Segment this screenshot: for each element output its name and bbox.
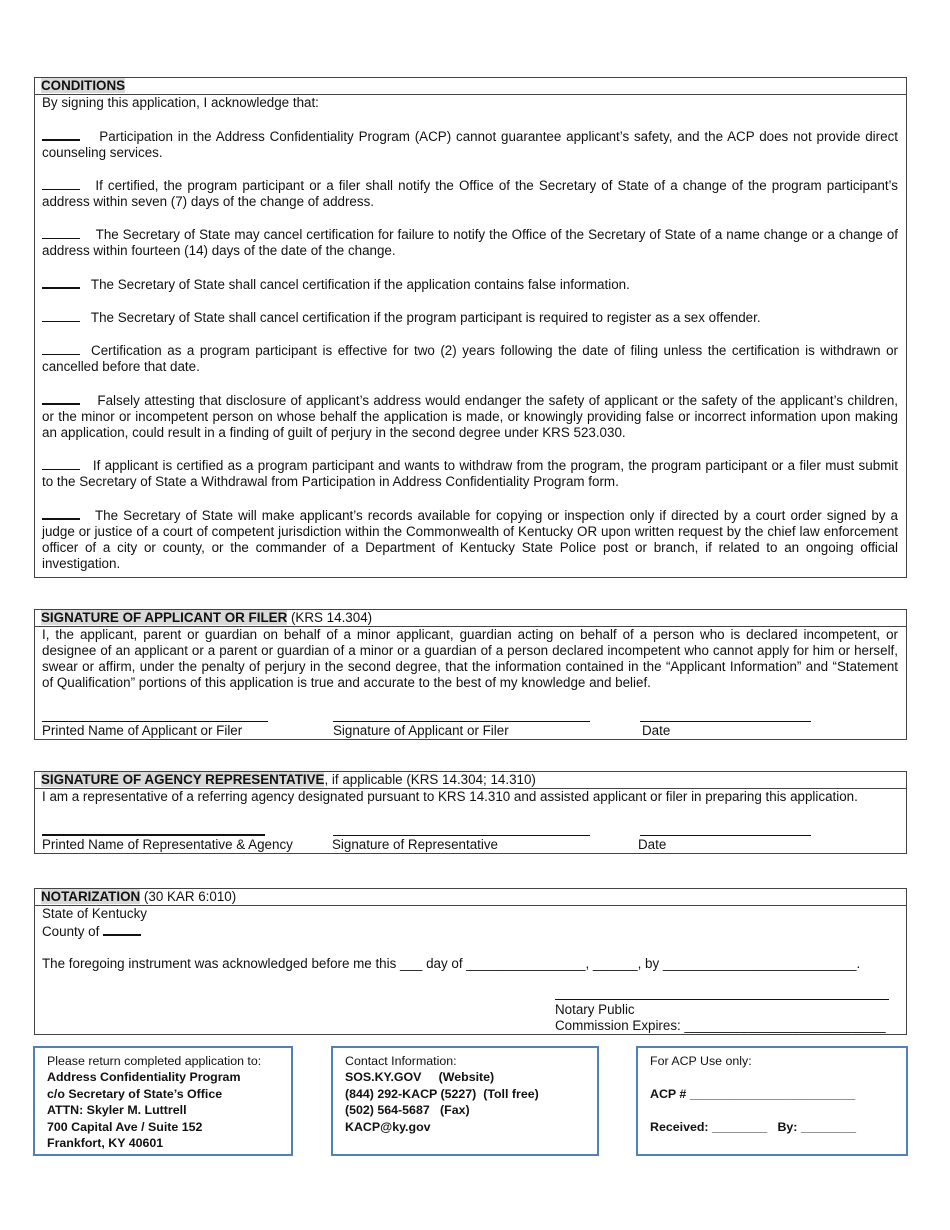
agency-statement: I am a representative of a referring agency designated pursuant to KRS 14.310 and assisted applicant or filer in preparing this application. — [42, 789, 858, 804]
contact-phone: (844) 292-KACP (5227) (Toll free) — [345, 1086, 539, 1101]
initial-blank[interactable] — [42, 391, 80, 405]
acp-received-field[interactable]: Received: ________ By: ________ — [650, 1119, 856, 1134]
condition-item: The Secretary of State shall cancel certification if the application contains false information. — [42, 275, 898, 293]
representative-date-line[interactable] — [640, 835, 811, 836]
printed-name-line[interactable] — [42, 721, 268, 722]
notarization-heading: NOTARIZATION — [41, 889, 141, 904]
representative-signature-label: Signature of Representative — [332, 837, 498, 852]
return-line: ATTN: Skyler M. Luttrell — [47, 1103, 187, 1118]
representative-name-line[interactable] — [42, 834, 265, 836]
representative-signature-line[interactable] — [333, 835, 590, 836]
contact-intro: Contact Information: — [345, 1054, 457, 1068]
contact-email[interactable]: KACP@ky.gov — [345, 1119, 431, 1134]
representative-date-label: Date — [638, 837, 667, 852]
notary-acknowledgment: The foregoing instrument was acknowledged before me this ___ day of ________________, ______, by __________________________. — [42, 956, 861, 971]
initial-blank[interactable] — [42, 275, 80, 289]
signature-label: Signature of Applicant or Filer — [333, 723, 509, 738]
initial-blank[interactable] — [42, 226, 80, 239]
acp-intro: For ACP Use only: — [650, 1054, 752, 1068]
condition-item: The Secretary of State will make applicant’s records available for copying or inspection only if directed by a court order signed by a judge or justice of a court of competent jurisdiction within the Commonwealth of Kentucky OR upon written request by the chief law enforcement officer of a city or county, or the commander of a Department of Kentucky State Police post or branch, if related to an ongoing official investigation. — [42, 508, 898, 571]
signature-line[interactable] — [333, 721, 590, 722]
acp-use-box — [636, 1046, 908, 1156]
conditions-heading: CONDITIONS — [41, 78, 126, 93]
initial-blank[interactable] — [42, 309, 80, 322]
conditions-intro: By signing this application, I acknowledge that: — [42, 95, 319, 110]
applicant-signature-section: SIGNATURE OF APPLICANT OR FILER (KRS 14.304) I, the applicant, parent or guardian on behalf of a minor applicant, guardian acting on behalf of a person who is declared incompetent, or designee of an applicant or a parent or guardian of a minor or a guardian of a person declared incompetent who cannot apply for him or herself, swear or affirm, under the penalty of perjury in the second degree, that the information contained in the “Applicant Information” and “Statement of Qualification” portions of this application is true and accurate to the best of my knowledge and belief. Printed Name of Applicant or Filer Signature of Applicant or Filer Date — [34, 609, 907, 740]
date-line[interactable] — [640, 721, 811, 722]
contact-website[interactable]: SOS.KY.GOV (Website) — [345, 1070, 495, 1085]
representative-name-label: Printed Name of Representative & Agency — [42, 837, 293, 852]
return-intro: Please return completed application to: — [47, 1054, 262, 1068]
condition-item: The Secretary of State may cancel certification for failure to notify the Office of the Secretary of State of a name change or a change of address within fourteen (14) days of the date of the change. — [42, 227, 899, 258]
acp-number-field[interactable]: ACP # ________________________ — [650, 1087, 856, 1102]
applicant-statement: I, the applicant, parent or guardian on behalf of a minor applicant, guardian acting on behalf of a person who is declared incompetent, or designee of an applicant or a parent or guardian of a minor or a guardian of a person declared incompetent who cannot apply for him or herself, swear or affirm, under the penalty of perjury in the second degree, that the information contained in the “Applicant Information” and “Statement of Qualification” portions of this application is true and accurate to the best of my knowledge and belief. — [42, 627, 898, 690]
initial-blank[interactable] — [42, 457, 80, 470]
agency-signature-heading: SIGNATURE OF AGENCY REPRESENTATIVE — [41, 772, 325, 787]
county-blank[interactable] — [103, 922, 141, 936]
return-line: c/o Secretary of State’s Office — [47, 1086, 223, 1101]
agency-signature-section: SIGNATURE OF AGENCY REPRESENTATIVE, if applicable (KRS 14.304; 14.310) I am a representative of a referring agency designated pursuant to KRS 14.310 and assisted applicant or filer in preparing this application. Printed Name of Representative & Agency Signature of Representative Date — [34, 771, 907, 854]
condition-item: Participation in the Address Confidentiality Program (ACP) cannot guarantee applicant’s safety, and the ACP does not provide direct counseling services. — [42, 129, 898, 160]
initial-blank[interactable] — [42, 342, 80, 355]
condition-item: Certification as a program participant is effective for two (2) years following the date of filing unless the certification is withdrawn or cancelled before that date. — [42, 343, 898, 374]
initial-blank[interactable] — [42, 506, 80, 520]
condition-item: If certified, the program participant or a filer shall notify the Office of the Secretary of State of a change of the program participant’s address within seven (7) days of the change of address. — [42, 178, 898, 209]
return-address-box — [33, 1046, 293, 1156]
applicant-signature-heading: SIGNATURE OF APPLICANT OR FILER — [41, 610, 288, 625]
conditions-section — [34, 77, 907, 578]
return-line: Frankfort, KY 40601 — [47, 1136, 164, 1151]
notarization-section: NOTARIZATION (30 KAR 6:010) State of Kentucky County of The foregoing instrument was acknowledged before me this ___ day of ________________, ______, by __________________________. Notary Public Commission Expires: ___________________________ — [34, 888, 907, 1035]
return-line: Address Confidentiality Program — [47, 1070, 241, 1085]
notary-public-label: Notary Public — [555, 1002, 635, 1017]
initial-blank[interactable] — [42, 177, 80, 190]
initial-blank[interactable] — [42, 127, 80, 141]
condition-item: Falsely attesting that disclosure of applicant’s address would endanger the safety of applicant or the safety of the applicant’s children, or the minor or incompetent person on whose behalf the application is made, or knowingly providing false or incorrect information upon making an application, could result in a finding of guilt of perjury in the second degree under KRS 523.030. — [42, 393, 898, 440]
return-line: 700 Capital Ave / Suite 152 — [47, 1119, 203, 1134]
date-label: Date — [642, 723, 671, 738]
notary-signature-line[interactable] — [555, 999, 889, 1000]
contact-info-box — [331, 1046, 599, 1156]
notary-state: State of Kentucky — [42, 906, 147, 921]
condition-item: The Secretary of State shall cancel certification if the program participant is required to register as a sex offender. — [42, 309, 898, 326]
commission-expires-label: Commission Expires: ___________________________ — [555, 1018, 886, 1033]
notary-county: County of — [42, 922, 898, 940]
condition-item: If applicant is certified as a program participant and wants to withdraw from the program, the program participant or a filer must submit to the Secretary of State a Withdrawal from Participation in Address Confidentiality Program form. — [42, 458, 898, 489]
printed-name-label: Printed Name of Applicant or Filer — [42, 723, 243, 738]
contact-fax: (502) 564-5687 (Fax) — [345, 1103, 470, 1118]
